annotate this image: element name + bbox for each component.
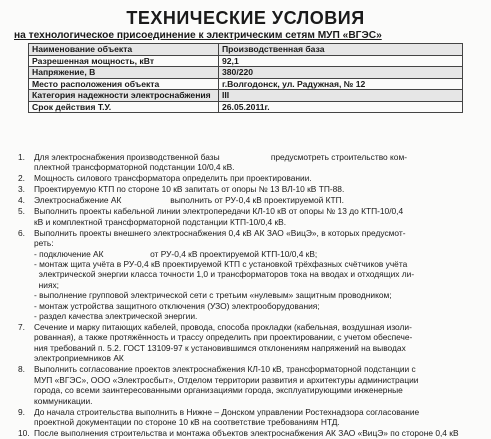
param-value: 92,1 [219, 55, 463, 67]
item-line: - монтаж устройства защитного отключения (УЗО) электрооборудования; [34, 300, 320, 311]
item-line: ниях; [34, 279, 60, 290]
params-table [28, 43, 463, 113]
list-item [18, 407, 483, 428]
item-text [34, 322, 483, 364]
param-key: Место расположения объекта [29, 78, 219, 90]
table-row [29, 101, 463, 113]
item-text [34, 428, 483, 438]
item-number: 8. [18, 364, 25, 375]
list-item [18, 195, 483, 205]
item-number: 1. [18, 152, 25, 162]
item-line: плектной трансформаторной подстанции 10/0,4 кВ. [34, 162, 235, 173]
page-title: ТЕХНИЧЕСКИЕ УСЛОВИЯ [126, 8, 365, 28]
item-line: реть: [34, 238, 54, 249]
param-key: Срок действия Т.У. [29, 101, 219, 113]
item-line: - подключение АК от РУ-0,4 кВ проектируемой КТП-10/0,4 кВ; [34, 248, 318, 259]
item-text [34, 228, 483, 322]
item-line: Для электроснабжения производственной базы предусмотреть строительство ком- [34, 152, 407, 162]
item-line: - монтаж щита учёта в РУ-0,4 кВ проектируемой КТП с установкой трёхфазных счётчиков учёта [34, 259, 408, 270]
item-line: МУП «ВГЭС», ООО «Электросбыт», Отделом территории развития и архитектуры администрации [34, 374, 419, 385]
item-number: 5. [18, 206, 25, 217]
table-row [29, 78, 463, 90]
conditions-list [18, 152, 483, 439]
item-number: 7. [18, 322, 25, 333]
list-item [18, 428, 483, 438]
item-line: Электроснабжение АК выполнить от РУ-0,4 кВ проектируемой КТП. [34, 195, 344, 206]
item-line: До начала строительства выполнить в Нижне – Донском управлении Ростехнадзора согласование [34, 406, 420, 417]
item-line: Проектируемую КТП по стороне 10 кВ запитать от опоры № 13 ВЛ-10 кВ ТП-88. [34, 184, 345, 195]
item-line: кВ и комплектной трансформаторной подстанции КТП-10/0,4 кВ. [34, 216, 287, 227]
param-value: III [219, 90, 463, 102]
item-number: 10. [18, 427, 30, 438]
item-line: электрической энергии класса точности 1,0 и трансформаторов тока на вводах и отходящих ли- [34, 269, 415, 280]
param-value: г.Волгодонск, ул. Радужная, № 12 [219, 78, 463, 90]
list-item [18, 184, 483, 194]
item-line: После выполнения строительства и монтажа объектов электроснабжения АК ЗАО «ВицЭ» по стороне 0,4 кВ [34, 427, 459, 438]
list-item [18, 322, 483, 364]
item-line: Мощность силового трансформатора определить при проектировании. [34, 173, 312, 184]
item-line: Сечение и марку питающих кабелей, провода, способа прокладки (кабельная, воздушная изоли- [34, 322, 412, 333]
item-number: 4. [18, 195, 25, 206]
param-value: 380/220 [219, 67, 463, 79]
item-line: ния требований п. 5.2. ГОСТ 13109-97 к установившимся отклонениям напряжений на выводах [34, 342, 406, 353]
table-row [29, 90, 463, 102]
item-text [34, 173, 483, 183]
table-row [29, 44, 463, 56]
page-subtitle: на технологическое присоединение к электрическим сетям МУП «ВГЭС» [14, 30, 382, 41]
item-number: 6. [18, 227, 25, 238]
item-line: Выполнить проекты внешнего электроснабжения 0,4 кВ АК ЗАО «ВицЭ», в которых предусмот- [34, 227, 406, 238]
item-number: 2. [18, 173, 25, 184]
item-text [34, 364, 483, 406]
item-text [34, 206, 483, 227]
item-line: рованная), а также протяжённость и трассу определить при проектировании, с учетом обеспече- [34, 332, 413, 343]
item-line: - раздел качества электрической энергии. [34, 311, 198, 322]
item-line: города, со всеми заинтересованными организациями города, эксплуатирующими инженерные [34, 385, 403, 396]
list-item [18, 152, 483, 173]
item-text [34, 407, 483, 428]
item-text [34, 195, 483, 205]
list-item [18, 364, 483, 406]
item-line: Выполнить согласование проектов электроснабжения КЛ-10 кВ, трансформаторной подстанции с [34, 364, 416, 375]
param-key: Разрешенная мощность, кВт [29, 55, 219, 67]
item-line: электроприемников АК [34, 353, 124, 364]
item-text [34, 184, 483, 194]
list-item [18, 228, 483, 322]
list-item [18, 173, 483, 183]
item-text [34, 152, 483, 173]
list-item [18, 206, 483, 227]
item-line: проектной документации по стороне 10 кВ на соответствие требованиям НТД. [34, 416, 340, 427]
param-key: Напряжение, В [29, 67, 219, 79]
param-value: Производственная база [219, 44, 463, 56]
item-line: коммуникации. [34, 395, 93, 406]
item-number: 9. [18, 406, 25, 417]
item-number: 3. [18, 184, 25, 195]
param-key: Категория надежности электроснабжения [29, 90, 219, 102]
table-row [29, 67, 463, 79]
item-line: - выполнение групповой электрической сети с третьим «нулевым» защитным проводником; [34, 290, 392, 301]
param-value: 26.05.2011г. [219, 101, 463, 113]
param-key: Наименование объекта [29, 44, 219, 56]
table-row [29, 55, 463, 67]
item-line: Выполнить проекты кабельной линии электропередачи КЛ-10 кВ от опоры № 13 до КТП-10/0,4 [34, 206, 404, 217]
